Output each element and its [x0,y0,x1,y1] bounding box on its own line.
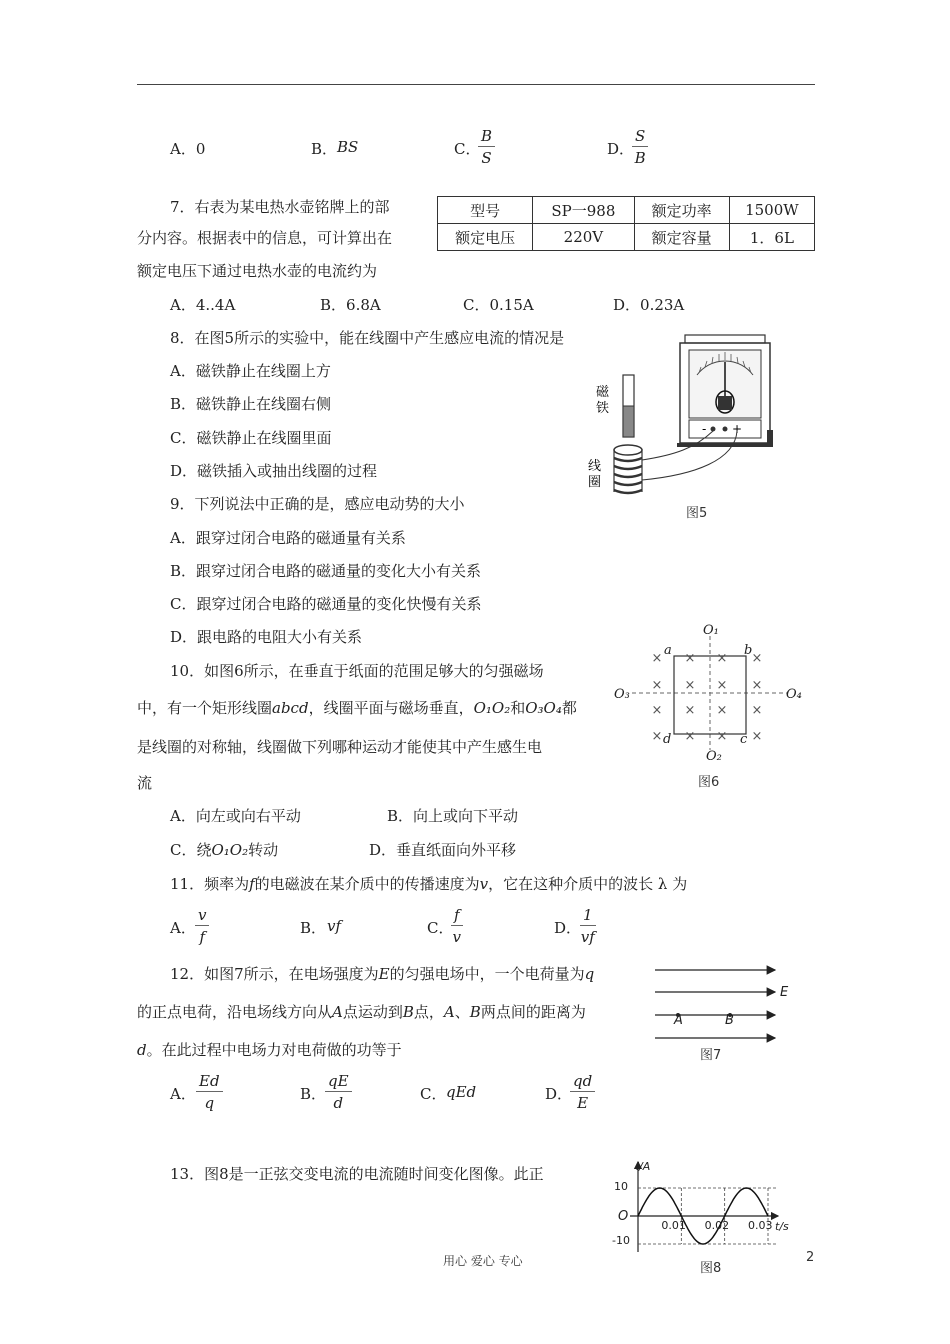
corner-label-b: b [744,643,753,658]
fig6-caption: 图6 [698,775,720,790]
table-row [438,197,815,224]
q12-option-d-fraction [570,1071,595,1114]
q11-stem [170,873,687,894]
table-cell: 额定电压 [438,224,533,251]
q11-c-numerator: f [451,905,463,926]
electric-field-figure [650,958,800,1048]
q6-option-d-fraction [632,126,648,169]
meter-minus-label: - [702,422,707,436]
chart-xlabel: t/s [775,1220,789,1233]
q12-line-1 [170,963,594,984]
q8-option-d: D．磁铁插入或抽出线圈的过程 [170,462,378,480]
q12-option-d-label: D． [545,1085,573,1103]
q12-option-b-label: B． [300,1085,327,1103]
galvanometer-figure [585,330,785,505]
chart-xtick: 0.02 [704,1219,730,1232]
q12-text: 点运动到 [342,1003,403,1021]
table-cell: 额定功率 [634,197,729,224]
q13-stem: 13．图8是一正弦交变电流的电流随时间变化图像。此正 [170,1165,544,1183]
q12-option-b-fraction [325,1071,352,1114]
q11-a-numerator: v [195,905,209,926]
q10-axis-o1o2: O₁O₂ [473,699,511,717]
chart-ytick: -10 [612,1234,630,1247]
field-cross: × [751,703,763,718]
q10-line2-text: 中，有一个矩形线圈 [137,699,273,717]
coil-label-2: 圈 [588,475,602,490]
corner-label-d: d [663,732,672,747]
axis-label-o1: O₁ [703,623,719,638]
q12-b-numerator: qE [325,1071,352,1092]
kettle-spec-table [437,196,815,251]
q7-option-b: B．6.8A [320,296,381,314]
current-time-chart [608,1158,798,1256]
q12-line-3 [137,1039,402,1060]
q8-option-b: B．磁铁静止在线圈右侧 [170,395,332,413]
q7-option-d: D．0.23A [613,296,685,314]
field-cross: × [716,729,728,744]
q11-option-a-label: A． [170,919,196,937]
q10-line-1: 10．如图6所示，在垂直于纸面的范围足够大的匀强磁场 [170,662,544,680]
q10-option-c-text: 转动 [248,841,279,859]
q11-option-c-label: C． [427,919,454,937]
q10-line2-and: 和 [510,699,526,717]
q7-option-a: A．4..4A [170,296,236,314]
chart-ytick: 10 [614,1180,628,1193]
q12-text: 。在此过程中电场力对电荷做的功等于 [146,1041,402,1059]
q9-option-a: A．跟穿过闭合电路的磁通量有关系 [170,529,406,547]
field-cross: × [651,678,663,693]
table-row [438,224,815,251]
axis-label-o2: O₂ [706,749,722,764]
page-number: 2 [806,1250,815,1265]
q11-option-a-fraction [195,905,209,948]
q10-option-a: A．向左或向右平动 [170,807,301,825]
chart-origin: O [618,1209,629,1224]
q10-axis-o3o4: O₃O₄ [525,699,562,717]
q11-stem-text: 11．频率为 [170,875,250,893]
fig8-caption: 图8 [700,1261,722,1276]
field-cross: × [751,729,763,744]
q12-text: 12．如图7所示，在电场强度为 [170,965,379,983]
q9-stem: 9．下列说法中正确的是，感应电动势的大小 [170,495,465,513]
q11-option-d-label: D． [554,919,582,937]
q9-option-b: B．跟穿过闭合电路的磁通量的变化大小有关系 [170,562,482,580]
q12-text: 两点间的距离为 [480,1003,586,1021]
q6-option-d-label: D． [607,140,635,158]
q11-option-c-fraction [451,905,463,948]
field-cross: × [684,703,696,718]
q12-symbol-d: d [137,1041,147,1059]
q12-line-2 [137,1001,586,1022]
q12-b-denominator: d [333,1094,344,1112]
q7-option-c: C．0.15A [463,296,534,314]
header-rule [137,84,815,85]
q6-d-numerator: S [632,126,648,147]
q10-line-2 [137,697,577,718]
q12-a-denominator: q [204,1094,215,1112]
field-cross: × [651,703,663,718]
table-cell: 型号 [438,197,533,224]
q7-line-3: 额定电压下通过电热水壶的电流约为 [137,262,378,280]
q9-option-c: C．跟穿过闭合电路的磁通量的变化快慢有关系 [170,595,482,613]
q11-d-numerator: 1 [580,905,596,926]
axis-label-o4: O₄ [786,687,802,702]
q6-option-a: A．0 [170,140,206,158]
q12-point-b: B [469,1003,481,1021]
q12-option-c-label: C． [420,1085,447,1103]
q10-option-c-label: C．绕 [170,841,212,859]
q12-text: 、 [454,1003,470,1021]
chart-xtick: 0.01 [661,1219,686,1232]
q11-stem-text-2: 的电磁波在某介质中的传播速度为 [254,875,480,893]
table-cell: 1．6L [729,224,814,251]
table-cell: 额定容量 [634,224,729,251]
q10-line2-text-2: ，线圈平面与磁场垂直， [308,699,474,717]
footer-text: 用心 爱心 专心 [443,1254,523,1268]
q11-d-denominator: vf [580,928,595,946]
fig7-caption: 图7 [700,1048,722,1063]
chart-ylabel: i/A [636,1160,651,1173]
q11-velocity-symbol: v [479,875,489,893]
field-cross: × [716,651,728,666]
meter-plus-label: + [732,422,743,436]
q12-symbol-q: q [584,965,595,983]
field-cross: × [684,651,696,666]
q10-line-4: 流 [137,774,153,792]
chart-xtick: 0.03 [748,1219,773,1232]
field-label-e: E [780,985,789,1000]
q6-option-c-label: C． [454,140,481,158]
q10-option-d: D．垂直纸面向外平移 [369,841,517,859]
coil-label-1: 线 [588,459,602,474]
field-cross: × [716,703,728,718]
corner-label-c: c [740,732,748,747]
q12-point-a: A [443,1003,455,1021]
q11-option-d-fraction [580,905,596,948]
fig5-caption: 图5 [686,506,708,521]
q8-option-c: C．磁铁静止在线圈里面 [170,429,332,447]
field-cross: × [651,729,663,744]
q12-text: 的正点电荷，沿电场线方向从 [137,1003,333,1021]
q10-coil-name: abcd [272,699,309,717]
q12-d-denominator: E [577,1094,589,1112]
q6-option-b-expr: BS [337,138,359,156]
magnetic-field-figure [610,618,810,768]
field-cross: × [751,651,763,666]
q11-option-b-label: B． [300,919,327,937]
q6-option-c-fraction [478,126,495,169]
q6-option-b-label: B． [311,140,338,158]
q12-option-c-expr: qEd [446,1083,477,1101]
magnet-label-2: 铁 [596,401,610,416]
q12-text: 的匀强电场中，一个电荷量为 [389,965,585,983]
q11-c-denominator: v [452,928,462,946]
table-cell: 1500W [729,197,814,224]
field-cross: × [684,729,696,744]
q10-option-c [170,839,278,860]
q11-frequency-symbol: f [249,875,255,893]
q6-c-numerator: B [478,126,495,147]
q11-option-b-expr: vf [327,917,342,935]
q6-d-denominator: B [634,149,646,167]
corner-label-a: a [664,643,672,658]
q8-option-a: A．磁铁静止在线圈上方 [170,362,331,380]
q9-option-d: D．跟电路的电阻大小有关系 [170,628,363,646]
q8-stem: 8．在图5所示的实验中，能在线圈中产生感应电流的情况是 [170,329,565,347]
q12-d-numerator: qd [570,1071,595,1092]
magnet-label-1: 磁 [596,385,610,400]
field-cross: × [651,651,663,666]
q12-symbol-e: E [378,965,390,983]
q12-text: 点， [413,1003,444,1021]
point-label-a: A [674,1013,683,1028]
q11-a-denominator: f [199,928,206,946]
field-cross: × [684,678,696,693]
q7-line-1: 7．右表为某电热水壶铭牌上的部 [170,198,390,216]
q10-line2-end: 都 [561,699,577,717]
q6-c-denominator: S [481,149,492,167]
q11-stem-text-3: ，它在这种介质中的波长 λ 为 [488,875,688,893]
q7-line-2: 分内容。根据表中的信息，可计算出在 [137,229,393,247]
q12-point-b: B [402,1003,414,1021]
axis-label-o3: O₃ [614,687,630,702]
q12-option-a-label: A． [170,1085,196,1103]
field-cross: × [716,678,728,693]
q10-option-b: B．向上或向下平动 [387,807,519,825]
point-label-b: B [725,1013,734,1028]
q12-a-numerator: Ed [196,1071,223,1092]
q10-option-c-axis: O₁O₂ [211,841,249,859]
field-cross: × [751,678,763,693]
q12-option-a-fraction [196,1071,223,1114]
table-cell: SP一988 [533,197,634,224]
table-cell: 220V [533,224,634,251]
q10-line-3: 是线圈的对称轴，线圈做下列哪种运动才能使其中产生感生电 [137,738,543,756]
q12-point-a: A [332,1003,343,1021]
